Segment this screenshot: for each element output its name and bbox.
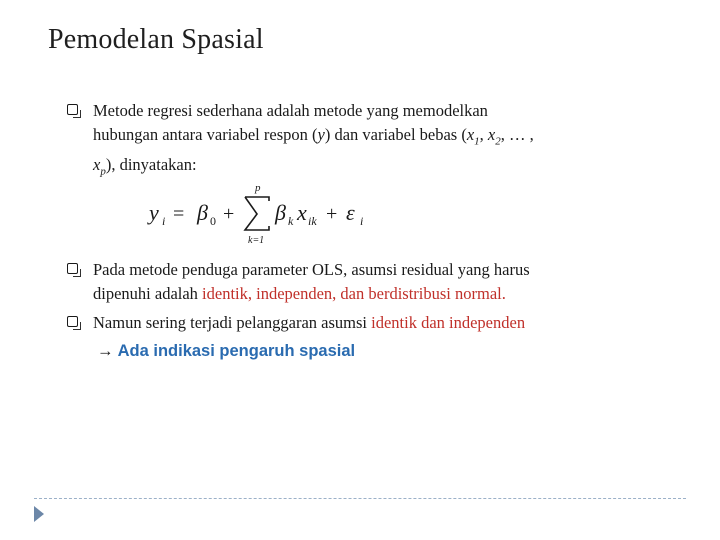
sum-lower-limit: k=1 <box>248 235 265 246</box>
bullet-ols <box>67 258 667 306</box>
var-y: y <box>317 125 325 144</box>
text-line: Pada metode penduga parameter OLS, asumsi residual yang harus <box>93 260 530 279</box>
regression-formula <box>145 182 375 246</box>
checkbox-bullet-icon <box>67 316 78 327</box>
formula-lhs: y <box>149 200 159 225</box>
bullet-text <box>93 258 667 306</box>
formula-plus-2: + <box>326 203 338 225</box>
highlight-violation: identik dan independen <box>371 313 526 332</box>
formula-beta-k: β <box>275 200 286 225</box>
formula-x-sub: ik <box>308 214 317 228</box>
formula-beta0: β <box>197 200 208 225</box>
nav-play-icon[interactable] <box>34 506 44 522</box>
formula-lhs-sub: i <box>162 214 166 228</box>
highlight-assumptions: identik, independen, dan berdistribusi normal. <box>202 284 506 303</box>
text-fragment: ) dan variabel bebas ( <box>324 125 467 144</box>
formula-epsilon-sub: i <box>360 214 364 228</box>
footer-divider <box>34 498 686 499</box>
var-x1-sub: 1 <box>474 135 480 148</box>
formula-x: x <box>297 200 307 225</box>
formula-beta-k-sub: k <box>288 214 294 228</box>
bullet-violation <box>67 311 667 363</box>
formula-plus-1: + <box>223 203 235 225</box>
slide-title: Pemodelan Spasial <box>48 24 264 55</box>
formula-equals: = <box>173 203 185 225</box>
var-x2: x <box>487 125 496 144</box>
formula-epsilon: ε <box>346 200 355 225</box>
spatial-indication: Ada indikasi pengaruh spasial <box>117 342 356 360</box>
text-fragment: ), dinyatakan: <box>105 155 197 175</box>
separator: , <box>479 125 488 144</box>
arrow-right-icon: → <box>97 341 114 360</box>
var-x2-sub: 2 <box>495 135 501 148</box>
var-xp-sub: p <box>100 165 106 178</box>
formula-beta0-sub: 0 <box>210 214 216 228</box>
sum-upper-limit: p <box>255 182 261 194</box>
bullet-text <box>93 311 667 363</box>
summation-icon <box>245 197 269 230</box>
text-fragment: Namun sering terjadi pelanggaran asumsi <box>93 313 372 332</box>
text-fragment: dipenuhi adalah <box>93 284 203 303</box>
separator: , … , <box>500 125 534 144</box>
bullet-text <box>93 99 667 184</box>
checkbox-bullet-icon <box>67 263 78 274</box>
checkbox-bullet-icon <box>67 104 78 115</box>
var-xp: x <box>93 155 101 175</box>
text-line: Metode regresi sederhana adalah metode yang memodelkan <box>93 101 488 120</box>
var-x1: x <box>466 125 475 144</box>
text-fragment: hubungan antara variabel respon ( <box>93 125 318 144</box>
bullet-regression <box>67 99 667 184</box>
